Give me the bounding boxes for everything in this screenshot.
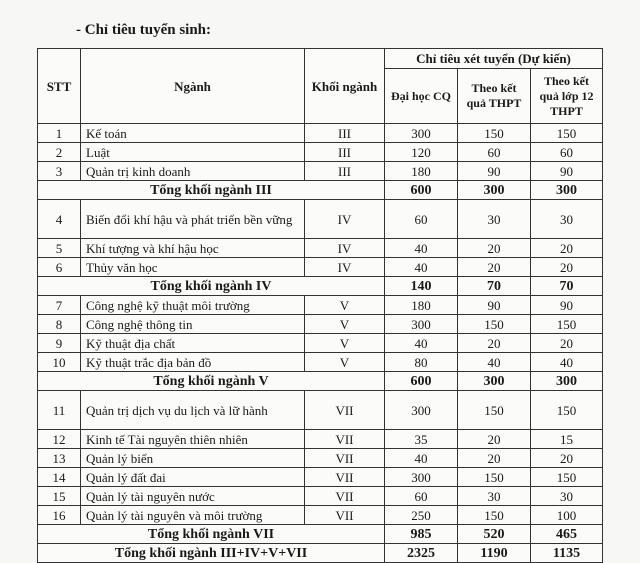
row-grade12: 20 <box>531 239 603 258</box>
row-group: V <box>305 353 385 372</box>
row-grade12: 465 <box>531 525 603 544</box>
row-major: Công nghệ thông tin <box>81 315 305 334</box>
row-total: 40 <box>385 258 458 277</box>
row-total: 300 <box>385 391 458 430</box>
row-total: 300 <box>385 468 458 487</box>
row-total: 600 <box>385 181 458 200</box>
row-stt: 9 <box>38 334 81 353</box>
row-stt: 10 <box>38 353 81 372</box>
row-stt: 14 <box>38 468 81 487</box>
table-row <box>38 296 603 315</box>
row-group: VII <box>305 487 385 506</box>
table-row <box>38 143 603 162</box>
header-thpt: Theo kết quả THPT <box>458 69 531 124</box>
row-major: Quản trị dịch vụ du lịch và lữ hành <box>81 391 305 430</box>
row-total: 35 <box>385 430 458 449</box>
row-thpt: 20 <box>458 430 531 449</box>
table-row <box>38 506 603 525</box>
table-row <box>38 200 603 239</box>
table-row <box>38 468 603 487</box>
row-stt: 11 <box>38 391 81 430</box>
row-thpt: 300 <box>458 181 531 200</box>
row-major: Quản lý đất đai <box>81 468 305 487</box>
row-thpt: 60 <box>458 143 531 162</box>
row-total: 140 <box>385 277 458 296</box>
row-group: IV <box>305 200 385 239</box>
row-thpt: 20 <box>458 258 531 277</box>
subtotal-row <box>38 277 603 296</box>
row-group: V <box>305 334 385 353</box>
row-stt: 3 <box>38 162 81 181</box>
row-thpt: 40 <box>458 353 531 372</box>
row-total: 600 <box>385 372 458 391</box>
row-grade12: 150 <box>531 391 603 430</box>
table-row <box>38 430 603 449</box>
row-total: 250 <box>385 506 458 525</box>
header-stt: STT <box>38 49 81 124</box>
row-group: V <box>305 296 385 315</box>
row-group: III <box>305 124 385 143</box>
row-thpt: 150 <box>458 468 531 487</box>
row-group: III <box>305 143 385 162</box>
table-row <box>38 487 603 506</box>
row-thpt: 30 <box>458 487 531 506</box>
row-thpt: 20 <box>458 334 531 353</box>
row-grade12: 1135 <box>531 544 603 563</box>
row-thpt: 90 <box>458 296 531 315</box>
row-grade12: 150 <box>531 315 603 334</box>
subtotal-label: Tổng khối ngành III <box>38 181 385 200</box>
row-grade12: 20 <box>531 258 603 277</box>
row-grade12: 90 <box>531 296 603 315</box>
table-row <box>38 391 603 430</box>
row-grade12: 15 <box>531 430 603 449</box>
row-grade12: 30 <box>531 200 603 239</box>
row-major: Kinh tế Tài nguyên thiên nhiên <box>81 430 305 449</box>
row-thpt: 20 <box>458 449 531 468</box>
row-group: VII <box>305 430 385 449</box>
header-total: Đại học CQ <box>385 69 458 124</box>
row-group: III <box>305 162 385 181</box>
table-row <box>38 353 603 372</box>
row-total: 60 <box>385 487 458 506</box>
row-grade12: 70 <box>531 277 603 296</box>
row-total: 180 <box>385 296 458 315</box>
row-major: Công nghệ kỹ thuật môi trường <box>81 296 305 315</box>
header-major: Ngành <box>81 49 305 124</box>
row-stt: 8 <box>38 315 81 334</box>
subtotal-label: Tổng khối ngành VII <box>38 525 385 544</box>
row-grade12: 30 <box>531 487 603 506</box>
row-group: VII <box>305 506 385 525</box>
row-total: 40 <box>385 449 458 468</box>
row-group: IV <box>305 258 385 277</box>
table-body <box>38 124 603 563</box>
row-thpt: 150 <box>458 124 531 143</box>
table-row <box>38 315 603 334</box>
row-thpt: 150 <box>458 315 531 334</box>
row-group: VII <box>305 391 385 430</box>
row-thpt: 150 <box>458 391 531 430</box>
row-grade12: 100 <box>531 506 603 525</box>
table-row <box>38 258 603 277</box>
row-stt: 4 <box>38 200 81 239</box>
row-total: 40 <box>385 334 458 353</box>
subtotal-label: Tổng khối ngành IV <box>38 277 385 296</box>
row-stt: 1 <box>38 124 81 143</box>
row-total: 300 <box>385 315 458 334</box>
row-major: Quản lý tài nguyên nước <box>81 487 305 506</box>
subtotal-row <box>38 372 603 391</box>
row-grade12: 150 <box>531 124 603 143</box>
table-row <box>38 239 603 258</box>
row-group: VII <box>305 449 385 468</box>
row-grade12: 20 <box>531 334 603 353</box>
row-grade12: 300 <box>531 372 603 391</box>
row-group: IV <box>305 239 385 258</box>
header-grade12: Theo kết quả lớp 12 THPT <box>531 69 603 124</box>
row-stt: 5 <box>38 239 81 258</box>
row-major: Biến đổi khí hậu và phát triển bền vững <box>81 200 305 239</box>
row-total: 60 <box>385 200 458 239</box>
row-major: Quản trị kinh doanh <box>81 162 305 181</box>
row-total: 2325 <box>385 544 458 563</box>
header-quota-group: Chỉ tiêu xét tuyển (Dự kiến) <box>385 49 603 69</box>
row-thpt: 30 <box>458 200 531 239</box>
row-grade12: 40 <box>531 353 603 372</box>
row-stt: 2 <box>38 143 81 162</box>
subtotal-row <box>38 181 603 200</box>
header-row-top <box>38 49 603 69</box>
row-stt: 15 <box>38 487 81 506</box>
admissions-quota-table <box>37 48 603 563</box>
row-total: 180 <box>385 162 458 181</box>
row-grade12: 60 <box>531 143 603 162</box>
section-heading: - Chỉ tiêu tuyển sinh: <box>76 22 212 38</box>
table-row <box>38 124 603 143</box>
row-stt: 7 <box>38 296 81 315</box>
row-group: V <box>305 315 385 334</box>
row-stt: 13 <box>38 449 81 468</box>
row-thpt: 1190 <box>458 544 531 563</box>
row-major: Thủy văn học <box>81 258 305 277</box>
row-total: 120 <box>385 143 458 162</box>
subtotal-label: Tổng khối ngành V <box>38 372 385 391</box>
header-group: Khối ngành <box>305 49 385 124</box>
table-row <box>38 449 603 468</box>
row-thpt: 90 <box>458 162 531 181</box>
row-grade12: 90 <box>531 162 603 181</box>
row-major: Kế toán <box>81 124 305 143</box>
row-thpt: 300 <box>458 372 531 391</box>
subtotal-row <box>38 525 603 544</box>
row-major: Quản lý tài nguyên và môi trường <box>81 506 305 525</box>
row-stt: 16 <box>38 506 81 525</box>
row-major: Kỹ thuật địa chất <box>81 334 305 353</box>
row-grade12: 300 <box>531 181 603 200</box>
row-major: Kỹ thuật trắc địa bản đồ <box>81 353 305 372</box>
row-grade12: 150 <box>531 468 603 487</box>
row-total: 300 <box>385 124 458 143</box>
row-grade12: 20 <box>531 449 603 468</box>
subtotal-label: Tổng khối ngành III+IV+V+VII <box>38 544 385 563</box>
row-stt: 6 <box>38 258 81 277</box>
row-stt: 12 <box>38 430 81 449</box>
row-total: 40 <box>385 239 458 258</box>
row-thpt: 70 <box>458 277 531 296</box>
row-thpt: 520 <box>458 525 531 544</box>
table-row <box>38 162 603 181</box>
subtotal-row <box>38 544 603 563</box>
row-major: Luật <box>81 143 305 162</box>
row-group: VII <box>305 468 385 487</box>
row-thpt: 20 <box>458 239 531 258</box>
row-major: Quản lý biển <box>81 449 305 468</box>
row-total: 80 <box>385 353 458 372</box>
table-row <box>38 334 603 353</box>
row-thpt: 150 <box>458 506 531 525</box>
row-total: 985 <box>385 525 458 544</box>
row-major: Khí tượng và khí hậu học <box>81 239 305 258</box>
